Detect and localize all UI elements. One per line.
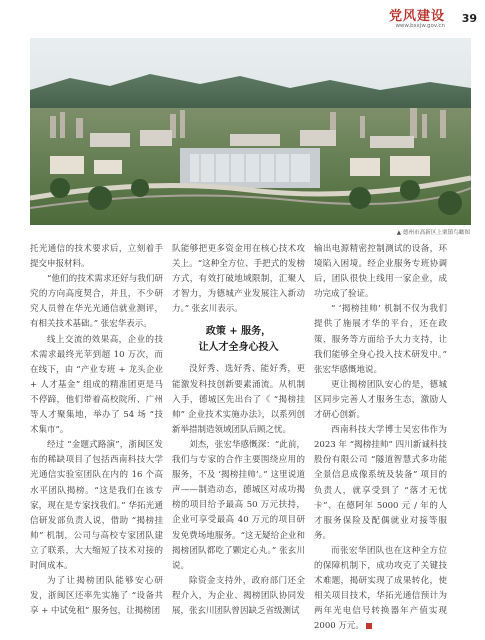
article-paragraph: 队能够把更多资金用在核心技术攻关上。“这种全方位、手把式的发榜方式，有效打破地域限制，汇聚人才智力，为德城产业发展注入新动力。” 张玄川表示。 [172, 244, 305, 315]
article-end-mark [366, 623, 372, 629]
article-paragraph: 托光通信的技术要求后，立刻着手提交申报材料。 [30, 244, 163, 270]
photo-caption: ▲ 德州市高新区上栗镇鸟瞰图 [396, 230, 470, 236]
section-subheading [172, 324, 305, 356]
article-paragraph: 经过 “金题式路演”，浙闽区发布的稀缺项目了包括西南科技大学光通信实验室团队在内的 16 个高水平团队揭榜。“这是我们在该专家，现在是专家找我们。” 华拓光通信研发部负责人说，借助 “揭榜挂帅” 机制，公司与高校专家团队建立了联系，大大缩短了技术对接的时间成本。 [30, 440, 163, 571]
article-paragraph: 没好秀、选好秀、能好秀，更能激发科技创新要素涌流。从机制入手，德城区先出台了《 “揭榜挂帅” 企业技术实施办法》，以系列创新举措制造领域团队后顾之忧。 [172, 364, 305, 435]
article-paragraph: 西南科技大学博士吴宏伟作为 2023 年 “揭榜挂帅” 四川新诚科技股份有限公司 “隧道智慧式多功能全景信息成像系统及装备” 项目的负责人，就享受到了 “落才无忧卡”、在德阿年 5000 元 / 年的人才服务保险及配偶就业对接等服务。 [314, 425, 447, 541]
article-paragraph: “ ‘揭榜挂帅’ 机制不仅为我们提供了施展才华的平台，还在政策、服务等方面给予大力支持，让我们能够全身心投入技术研发中。” 张宏华感慨地说。 [314, 304, 447, 375]
article-paragraph: 而张宏华团队也在这种全方位的保障机制下，成功攻克了关键技术难题，揭研实现了成果转化，使相关项目技术，华拓光通信预计为两年光电信号转换器年产值实现 2000 万元。 [314, 545, 447, 632]
article-paragraph: 线上交流的效果高，企业的技术需求最终光苹到超 10 万次，而在线下，由 “产业专班 + 龙头企业 + 人才基金” 组成的精准团更是马不停蹄，他们带着高校院所、广州等人才聚集地，举办了 54 场 “技术集市”。 [30, 334, 163, 436]
article-paragraph: 为了让揭榜团队能够安心研发，浙闽区还率先实施了 “设备共享 + 中试免租” 服务包，让揭榜团 [30, 576, 163, 617]
subheading-line-1: 政策 + 服务， [205, 326, 272, 338]
article-paragraph: 输出电源精密控制测试的设备，环境陷入困境。经企业服务专班协调后，团队很快上线用一家企业，成功完成了验证。 [314, 244, 447, 300]
subheading-line-2: 让人才全身心投入 [198, 342, 279, 354]
article-paragraph: 更让揭榜团队安心的是，德城区同步完善人才服务生态，激励人才研心创新。 [314, 379, 447, 421]
article-paragraph: 除资金支持外，政府部门还全程介入，为企业、揭榜团队协同发展，张玄川团队曾因缺乏省级测试 [172, 575, 305, 616]
article-paragraph: 刘杰，张宏华感慨深：“此前，我们与专家的合作主要围绕应用的服务，不及 ‘揭榜挂帅’。” 这里说道声——制造动态，德城区对成功揭榜的项目给予最高 50 万元扶持，企业可享受最高 40 万元的项目研发免费场地服务。“这无疑给企业和揭榜团队都吃了颗定心丸。” 张玄川说。 [172, 439, 305, 571]
magazine-url: www.bsxjw.gov.cn [395, 23, 445, 29]
article-column-1 [30, 242, 163, 619]
article-paragraph: “他们的技术需求还好与我们研究的方向高度契合，并且，不少研究人员曾在华光光通信就业测评，有相关技术基础。” 张宏华表示。 [30, 274, 163, 330]
article-column-3 [314, 242, 447, 634]
page-number: 39 [461, 12, 477, 25]
magazine-logo: 党风建设 [388, 9, 445, 24]
hero-photo [30, 38, 471, 225]
article-column-2 [172, 242, 305, 619]
aerial-city-illustration [30, 38, 471, 225]
